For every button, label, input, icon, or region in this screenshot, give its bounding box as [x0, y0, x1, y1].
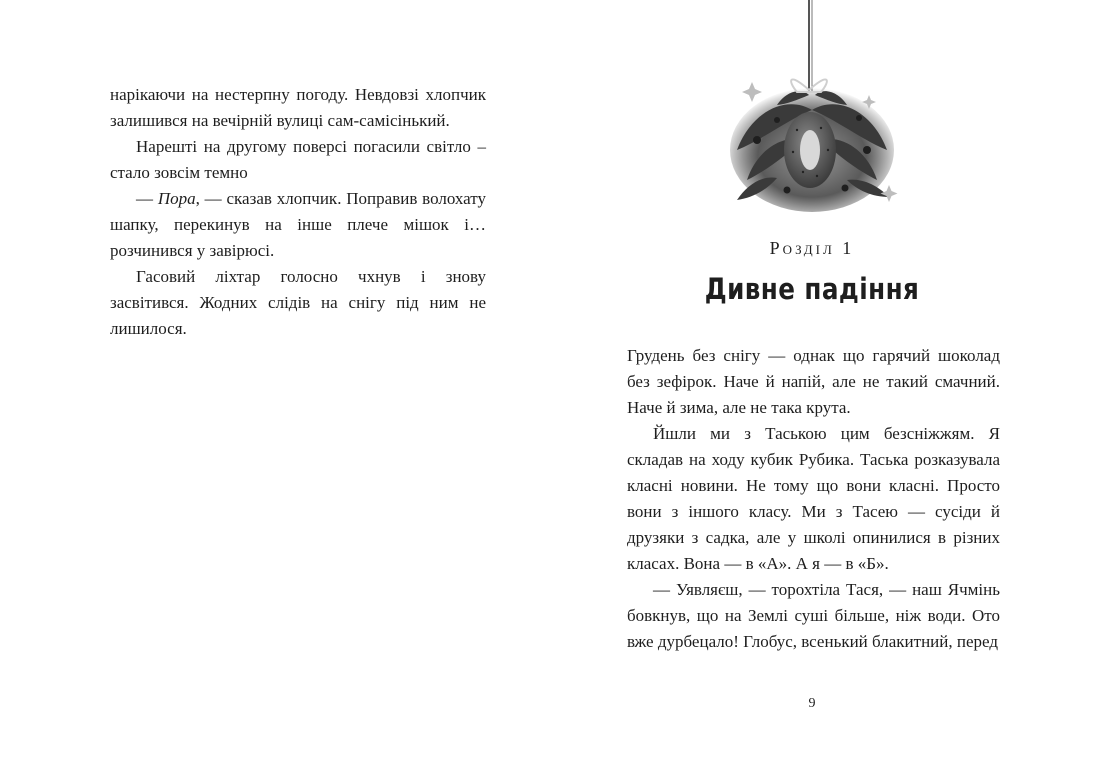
right-page-text [627, 343, 1000, 655]
paragraph: нарікаючи на нестерпну погоду. Невдовзі хлопчик залишився на вечірній вулиці сам-самісінький. [110, 85, 486, 130]
left-page-text [110, 82, 486, 342]
paragraph [110, 186, 486, 264]
italic-word: Пора [157, 189, 196, 208]
wreath-ornament-illustration [717, 0, 907, 226]
paragraph: Гасовий ліхтар голосно чхнув і знову засвітився. Жодних слідів на снігу під ним не лишилося. [110, 267, 486, 338]
paragraph: — Уявляєш, — торохтіла Тася, — наш Ячмінь бовкнув, що на Землі суші більше, ніж води. Ото вже дурбецало! Глобус, всенький блакитний, перед [627, 580, 1000, 651]
right-page [552, 0, 1105, 774]
paragraph-text: , — сказав хлопчик. Поправив волохату шапку, перекинув на інше плече мішок і… розчинився у завірюсі. [110, 189, 486, 260]
paragraph: Нарешті на другому поверсі погасили світло – стало зовсім темно [110, 137, 486, 182]
paragraph: Йшли ми з Таською цим безсніжжям. Я складав на ходу кубик Рубика. Таська розказувала класні новини. Не тому що вони класні. Просто вони з іншого класу. Ми з Тасею — сусіди й друзяки з садка, але у школі опинилися в різних класах. Вона — в «А». А я — в «Б». [627, 424, 1000, 573]
chapter-label: Розділ 1 [769, 238, 855, 258]
paragraph: Грудень без снігу — однак що гарячий шоколад без зефірок. Наче й напій, але не такий смачний. Наче й зима, але не така крута. [627, 346, 1000, 417]
left-page [0, 0, 552, 774]
page-number: 9 [808, 696, 816, 711]
chapter-title: Дивне падіння [704, 272, 920, 306]
dialogue-dash: — [136, 189, 158, 208]
